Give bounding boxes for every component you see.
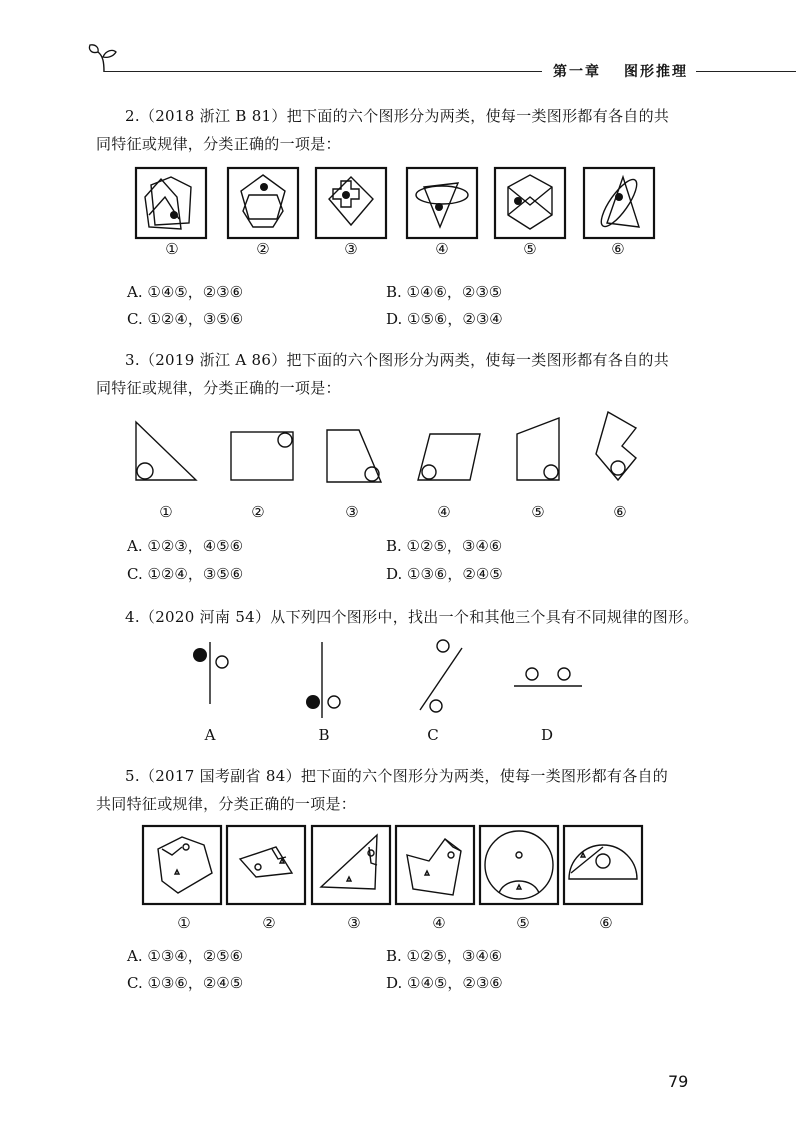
q3-option-d[interactable]: D. ①③⑥，②④⑤ <box>386 565 503 583</box>
q2-label-6: ⑥ <box>611 240 625 258</box>
q5-figure-6 <box>563 825 643 905</box>
q2-figure-1 <box>135 167 207 239</box>
q5-label-1: ① <box>177 914 191 932</box>
q2-label-3: ③ <box>344 240 358 258</box>
q4-figure-d <box>512 664 584 690</box>
q3-figure-5 <box>513 414 565 484</box>
q3-figure-2 <box>227 428 297 484</box>
q3-figure-4 <box>414 430 484 484</box>
header-rule-right <box>696 71 796 72</box>
q5-stem-line2: 共同特征或规律，分类正确的一项是： <box>96 795 357 813</box>
q2-figure-3 <box>315 167 387 239</box>
q4-stem: 4.（2020 河南 54）从下列四个图形中，找出一个和其他三个具有不同规律的图形。 <box>125 608 699 626</box>
q3-stem-line2: 同特征或规律，分类正确的一项是： <box>96 379 341 397</box>
q3-stem-line1: 3.（2019 浙江 A 86）把下面的六个图形分为两类，使每一类图形都有各自的共 <box>125 351 670 369</box>
q2-option-a[interactable]: A. ①④⑤，②③⑥ <box>127 283 244 301</box>
q3-label-5: ⑤ <box>531 503 545 521</box>
q3-label-4: ④ <box>437 503 451 521</box>
q5-label-3: ③ <box>347 914 361 932</box>
q5-option-d[interactable]: D. ①④⑤，②③⑥ <box>386 974 503 992</box>
q4-label-b: B <box>318 726 330 744</box>
q5-stem-line1: 5.（2017 国考副省 84）把下面的六个图形分为两类，使每一类图形都有各自的 <box>125 767 669 785</box>
q5-option-b[interactable]: B. ①②⑤，③④⑥ <box>386 947 503 965</box>
chapter-title: 图形推理 <box>624 64 688 80</box>
header-rule-left <box>104 71 542 72</box>
q5-figure-3 <box>311 825 391 905</box>
q2-figure-5 <box>494 167 566 239</box>
q3-figure-6 <box>592 408 644 484</box>
q3-option-a[interactable]: A. ①②③，④⑤⑥ <box>127 537 244 555</box>
q2-stem-line1: 2.（2018 浙江 B 81）把下面的六个图形分为两类，使每一类图形都有各自的共 <box>125 107 670 125</box>
q3-option-c[interactable]: C. ①②④，③⑤⑥ <box>127 565 244 583</box>
q4-figure-a <box>190 640 240 706</box>
q2-stem-line2: 同特征或规律，分类正确的一项是： <box>96 135 341 153</box>
q5-figure-2 <box>226 825 306 905</box>
q5-figure-5 <box>479 825 559 905</box>
q5-figure-1 <box>142 825 222 905</box>
q4-label-a: A <box>204 726 216 744</box>
q5-figure-4 <box>395 825 475 905</box>
q2-figure-6 <box>583 167 655 239</box>
q5-label-5: ⑤ <box>516 914 530 932</box>
q5-option-c[interactable]: C. ①③⑥，②④⑤ <box>127 974 244 992</box>
q2-figure-4 <box>406 167 478 239</box>
q2-label-2: ② <box>256 240 270 258</box>
page-number: 79 <box>668 1072 689 1091</box>
q4-label-c: C <box>427 726 439 744</box>
q2-figure-2 <box>227 167 299 239</box>
q5-label-6: ⑥ <box>599 914 613 932</box>
q5-label-2: ② <box>262 914 276 932</box>
q2-label-1: ① <box>165 240 179 258</box>
chapter-label: 第一章 <box>553 64 601 80</box>
q3-option-b[interactable]: B. ①②⑤，③④⑥ <box>386 537 503 555</box>
q3-label-1: ① <box>159 503 173 521</box>
q3-label-3: ③ <box>345 503 359 521</box>
q2-label-4: ④ <box>435 240 449 258</box>
q2-label-5: ⑤ <box>523 240 537 258</box>
q5-label-4: ④ <box>432 914 446 932</box>
q5-option-a[interactable]: A. ①③④，②⑤⑥ <box>127 947 244 965</box>
q3-label-6: ⑥ <box>613 503 627 521</box>
q3-figure-1 <box>130 418 202 484</box>
q3-label-2: ② <box>251 503 265 521</box>
q4-figure-b <box>304 640 354 720</box>
q2-option-d[interactable]: D. ①⑤⑥，②③④ <box>386 310 503 328</box>
q4-label-d: D <box>540 726 554 744</box>
q2-option-b[interactable]: B. ①④⑥，②③⑤ <box>386 283 503 301</box>
q3-figure-3 <box>323 426 385 486</box>
q4-figure-c <box>412 636 472 716</box>
q2-option-c[interactable]: C. ①②④，③⑤⑥ <box>127 310 244 328</box>
